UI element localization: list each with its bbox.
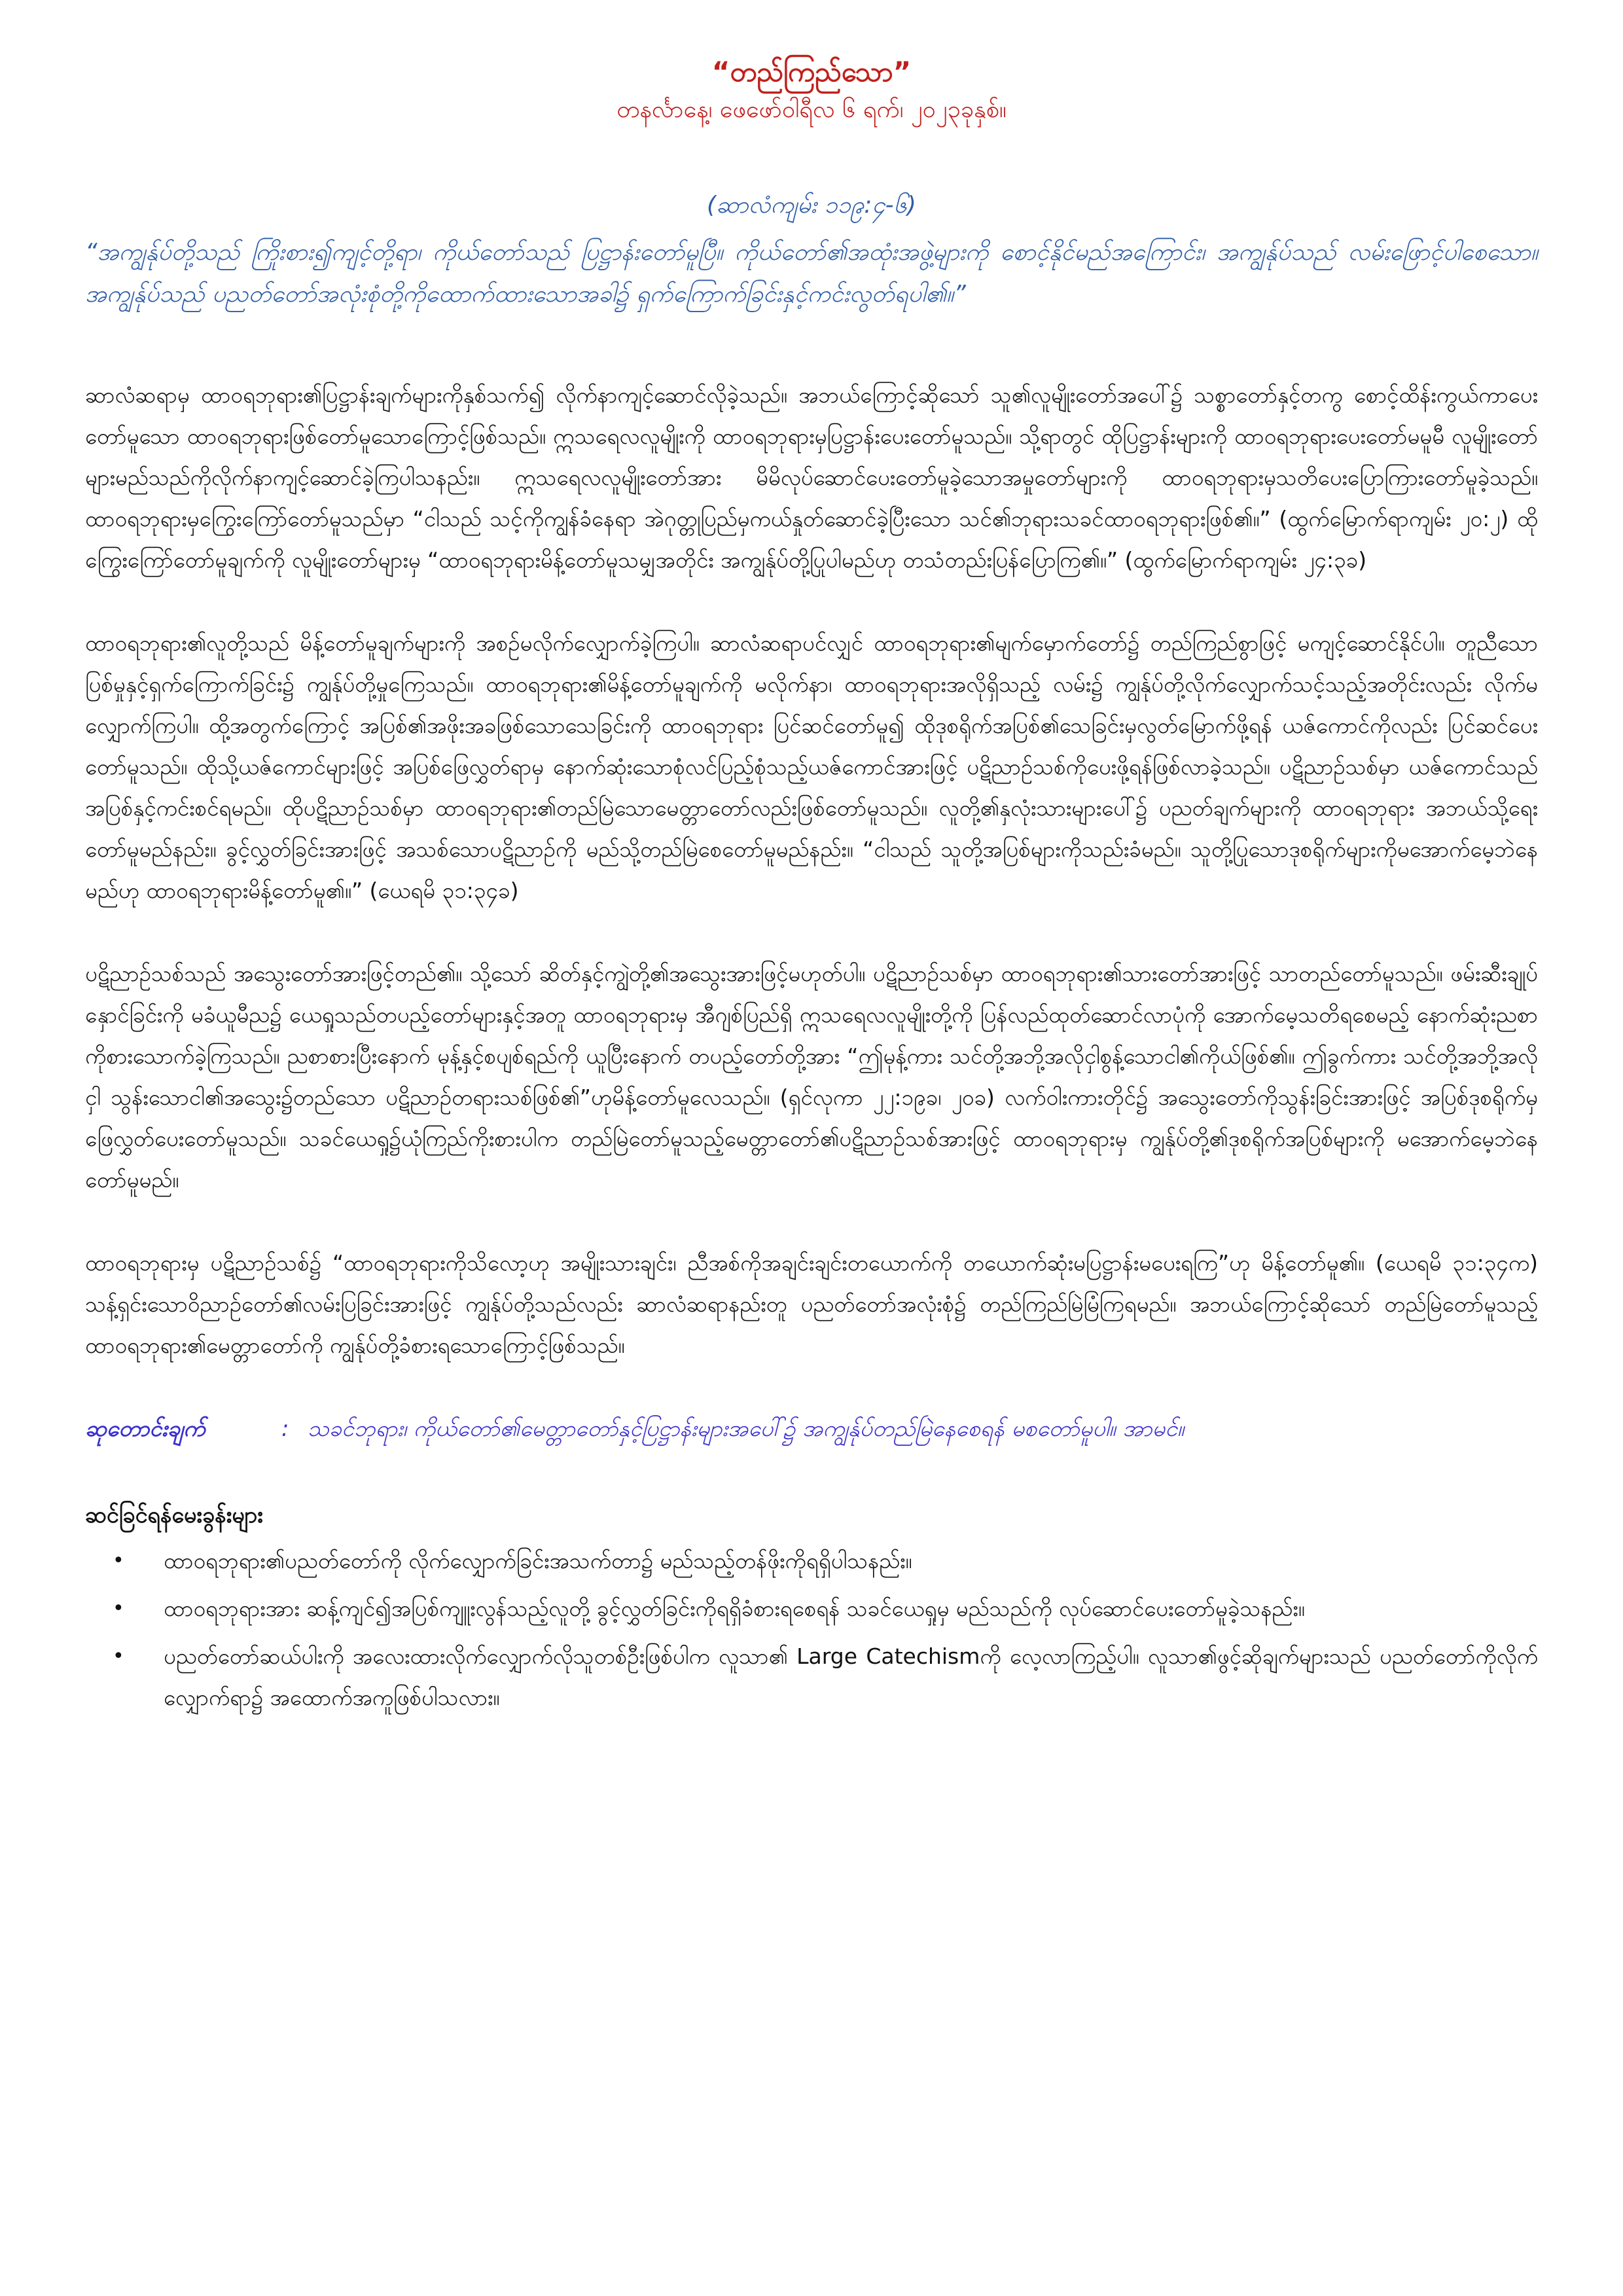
devotional-page	[85, 52, 1538, 1725]
prayer-separator: :	[281, 1416, 289, 1442]
questions-heading: ဆင်ခြင်ရန်မေးခွန်းများ	[85, 1502, 263, 1528]
body-paragraph-3: ပဋိညာဉ်သစ်သည် အသွေးတော်အားဖြင့်တည်၏။ သို့သော် ဆိတ်နှင့်ကျွဲတို့၏အသွေးအားဖြင့်မဟုတ်ပါ။ ပဋိညာဉ်သစ်မှာ ထာဝရဘုရား၏သားတော်အားဖြင့် သာတည်တော်မူသည်။ ဖမ်းဆီးချုပ်နှောင်ခြင်းကို မခံယူမီည၌ ယေရှုသည်တပည့်တော်များနှင့်အတူ ထာဝရဘုရားမှ အီဂျစ်ပြည်ရှိ ဣသရေလလူမျိုးတို့ကို ပြန်လည်ထုတ်ဆောင်လာပုံကို အောက်မေ့သတိရစေမည့် နောက်ဆုံးညစာကိုစားသောက်ခဲ့ကြသည်။ ညစာစားပြီးနောက် မုန့်နှင့်စပျစ်ရည်ကို ယူပြီးနောက် တပည့်တော်တို့အား “ဤမုန့်ကား သင်တို့အဘို့အလိုငှါစွန့်သောငါ၏ကိုယ်ဖြစ်၏။ ဤခွက်ကား သင်တို့အဘို့အလိုငှါ သွန်းသောငါ၏အသွေး၌တည်သော ပဋိညာဉ်တရားသစ်ဖြစ်၏”ဟုမိန့်တော်မူလေသည်။ (ရှင်လုကာ ၂၂:၁၉ခ၊ ၂၀ခ) လက်ဝါးကားတိုင်၌ အသွေးတော်ကိုသွန်းခြင်းအားဖြင့် အပြစ်ဒုစရိုက်မှ ဖြေလွှတ်ပေးတော်မူသည်။ သခင်ယေရှု၌ယုံကြည်ကိုးစားပါက တည်မြဲတော်မူသည့်မေတ္တာတော်၏ပဋိညာဉ်သစ်အားဖြင့် ထာဝရဘုရားမှ ကျွန်ုပ်တို့၏ဒုစရိုက်အပြစ်များကို မအောက်မေ့ဘဲနေတော်မူမည်။	[85, 961, 1538, 1193]
question-text: ထာဝရဘုရား၏ပညတ်တော်ကို လိုက်လျှောက်ခြင်းအသက်တာ၌ မည်သည့်တန်ဖိုးကိုရရှိပါသနည်း။	[164, 1548, 912, 1573]
bullet-icon: •	[113, 1645, 124, 1668]
scripture-reference: (ဆာလံကျမ်း ၁၁၉:၄-၆)	[707, 192, 916, 219]
body-paragraph-2: ထာဝရဘုရား၏လူတို့သည် မိန့်တော်မူချက်များကို အစဉ်မလိုက်လျှောက်ခဲ့ကြပါ။ ဆာလံဆရာပင်လျှင် ထာဝရဘုရား၏မျက်မှောက်တော်၌ တည်ကြည်စွာဖြင့် မကျင့်ဆောင်နိုင်ပါ။ တူညီသောပြစ်မှုနှင့်ရှက်ကြောက်ခြင်း၌ ကျွန်ုပ်တို့မှုကြေသည်။ ထာဝရဘုရား၏မိန့်တော်မူချက်ကို မလိုက်နာ၊ ထာဝရဘုရားအလိုရှိသည့် လမ်း၌ ကျွန်ုပ်တို့လိုက်လျှောက်သင့်သည့်အတိုင်းလည်း လိုက်မလျှောက်ကြပါ။ ထို့အတွက်ကြောင့် အပြစ်၏အဖိုးအခဖြစ်သောသေခြင်းကို ထာဝရဘုရား ပြင်ဆင်တော်မူ၍ ထိုဒုစရိုက်အပြစ်၏သေခြင်းမှလွတ်မြောက်ဖို့ရန် ယဇ်ကောင်ကိုလည်း ပြင်ဆင်ပေးတော်မူသည်။ ထိုသို့ယဇ်ကောင်များဖြင့် အပြစ်ဖြေလွှတ်ရာမှ နောက်ဆုံးသောစုံလင်ပြည့်စုံသည့်ယဇ်ကောင်အားဖြင့် ပဋိညာဉ်သစ်ကိုပေးဖို့ရန်ဖြစ်လာခဲ့သည်။ ပဋိညာဉ်သစ်မှာ ယဇ်ကောင်သည်အပြစ်နှင့်ကင်းစင်ရမည်။ ထိုပဋိညာဉ်သစ်မှာ ထာဝရဘုရား၏တည်မြဲသောမေတ္တာတော်လည်းဖြစ်တော်မူသည်။ လူတို့၏နှလုံးသားများပေါ်၌ ပညတ်ချက်များကို ထာဝရဘုရား အဘယ်သို့ရေးတော်မူမည်နည်း။ ခွင့်လွှတ်ခြင်းအားဖြင့် အသစ်သောပဋိညာဉ်ကို မည်သို့တည်မြဲစေတော်မူမည်နည်း။ “ငါသည် သူတို့အပြစ်များကိုသည်းခံမည်။ သူတို့ပြုသောဒုစရိုက်များကိုမအောက်မေ့ဘဲနေမည်ဟု ထာဝရဘုရားမိန့်တော်မူ၏။” (ယေရမိ ၃၁:၃၄ခ)	[85, 630, 1538, 903]
body-paragraph-4: ထာဝရဘုရားမှ ပဋိညာဉ်သစ်၌ “ထာဝရဘုရားကိုသိလော့ဟု အမျိုးသားချင်း၊ ညီအစ်ကိုအချင်းချင်းတယောက်ကို တယောက်ဆုံးမပြဋ္ဌာန်းမပေးရကြ”ဟု မိန့်တော်မူ၏။ (ယေရမိ ၃၁:၃၄က) သန့်ရှင်းသောဝိညာဉ်တော်၏လမ်းပြခြင်းအားဖြင့် ကျွန်ုပ်တို့သည်လည်း ဆာလံဆရာနည်းတူ ပညတ်တော်အလုံးစုံ၌ တည်ကြည်မြဲမြံကြရမည်။ အဘယ်ကြောင့်ဆိုသော် တည်မြဲတော်မူသည့်ထာဝရဘုရား၏မေတ္တာတော်ကို ကျွန်ုပ်တို့ခံစားရသောကြောင့်ဖြစ်သည်။	[85, 1250, 1538, 1358]
prayer-label: ဆုတောင်းချက်	[85, 1416, 205, 1442]
devotional-date: တနင်္လာနေ့၊ ဖေဖော်ဝါရီလ ၆ ရက်၊ ၂၀၂၃ခုနှစ်။	[616, 96, 1007, 123]
body-paragraph-1: ဆာလံဆရာမှ ထာဝရဘုရား၏ပြဋ္ဌာန်းချက်များကိုနှစ်သက်၍ လိုက်နာကျင့်ဆောင်လိုခဲ့သည်။ အဘယ်ကြောင့်ဆိုသော် သူ၏လူမျိုးတော်အပေါ်၌ သစ္စာတော်နှင့်တကွ စောင့်ထိန်းကွယ်ကာပေးတော်မူသော ထာဝရဘုရားဖြစ်တော်မူသောကြောင့်ဖြစ်သည်။ ဣသရေလလူမျိုးကို ထာဝရဘုရားမှပြဋ္ဌာန်းပေးတော်မူသည်။ သို့ရာတွင် ထိုပြဋ္ဌာန်းများကို ထာဝရဘုရားပေးတော်မမူမီ လူမျိုးတော်များမည်သည်ကိုလိုက်နာကျင့်ဆောင်ခဲ့ကြပါသနည်း။ ဣသရေလလူမျိုးတော်အား မိမိလုပ်ဆောင်ပေးတော်မူခဲ့သောအမှုတော်များကို ထာဝရဘုရားမှသတိပေးပြောကြားတော်မူခဲ့သည်။ ထာဝရဘုရားမှကြွေးကြော်တော်မူသည်မှာ “ငါသည် သင့်ကိုကျွန်ခံနေရာ အဲဂုတ္တုပြည်မှကယ်နှုတ်ဆောင်ခဲ့ပြီးသော သင်၏ဘုရားသခင်ထာဝရဘုရားဖြစ်၏။” (ထွက်မြောက်ရာကျမ်း ၂၀:၂) ထိုကြွေးကြော်တော်မူချက်ကို လူမျိုးတော်များမှ “ထာဝရဘုရားမိန့်တော်မူသမျှအတိုင်း အကျွန်ုပ်တို့ပြုပါမည်ဟု တသံတည်းပြန်ပြောကြ၏။” (ထွက်မြောက်ရာကျမ်း ၂၄:၃ခ)	[85, 382, 1538, 573]
prayer-section	[85, 1408, 1538, 1450]
scripture-text: “အကျွန်ုပ်တို့သည် ကြိုးစား၍ကျင့်တို့ရာ၊ ကိုယ်တော်သည် ပြဋ္ဌာန်းတော်မူပြီ။ ကိုယ်တော်၏အထုံးအဖွဲ့များကို စောင့်နိုင်မည်အကြောင်း၊ အကျွန်ုပ်သည် လမ်းဖြောင့်ပါစေသော။ အကျွန်ုပ်သည် ပညတ်တော်အလုံးစုံတို့ကိုထောက်ထားသောအခါ၌ ရှက်ကြောက်ခြင်းနှင့်ကင်းလွတ်ရပါ၏။”	[85, 239, 1538, 308]
prayer-text: သခင်ဘုရား၊ ကိုယ်တော်၏မေတ္တာတော်နှင့်ပြဋ္ဌာန်းများအပေါ်၌ အကျွန်ုပ်တည်မြဲနေစေရန် မစတော်မူပါ။ အာမင်။	[308, 1416, 1185, 1442]
question-item	[85, 1588, 1538, 1629]
bullet-icon: •	[113, 1549, 124, 1572]
questions-list	[85, 1540, 1538, 1718]
question-item	[85, 1540, 1538, 1581]
page-title: “တည်ကြည်သော”	[711, 56, 912, 88]
question-item	[85, 1636, 1538, 1718]
question-text: ပညတ်တော်ဆယ်ပါးကို အလေးထားလိုက်လျှောက်လိုသူတစ်ဦးဖြစ်ပါက လူသာ၏ Large Catechismကို လေ့လာကြည့်ပါ။ လူသာ၏ဖွင့်ဆိုချက်များသည် ပညတ်တော်ကိုလိုက်လျှောက်ရာ၌ အထောက်အကူဖြစ်ပါသလား။	[164, 1643, 1538, 1710]
question-text: ထာဝရဘုရားအား ဆန့်ကျင်၍အပြစ်ကျူးလွန်သည့်လူတို့ ခွင့်လွှတ်ခြင်းကိုရရှိခံစားရစေရန် သခင်ယေရှုမှ မည်သည်ကို လုပ်ဆောင်ပေးတော်မူခဲ့သနည်း။	[164, 1596, 1305, 1621]
bullet-icon: •	[113, 1597, 124, 1620]
